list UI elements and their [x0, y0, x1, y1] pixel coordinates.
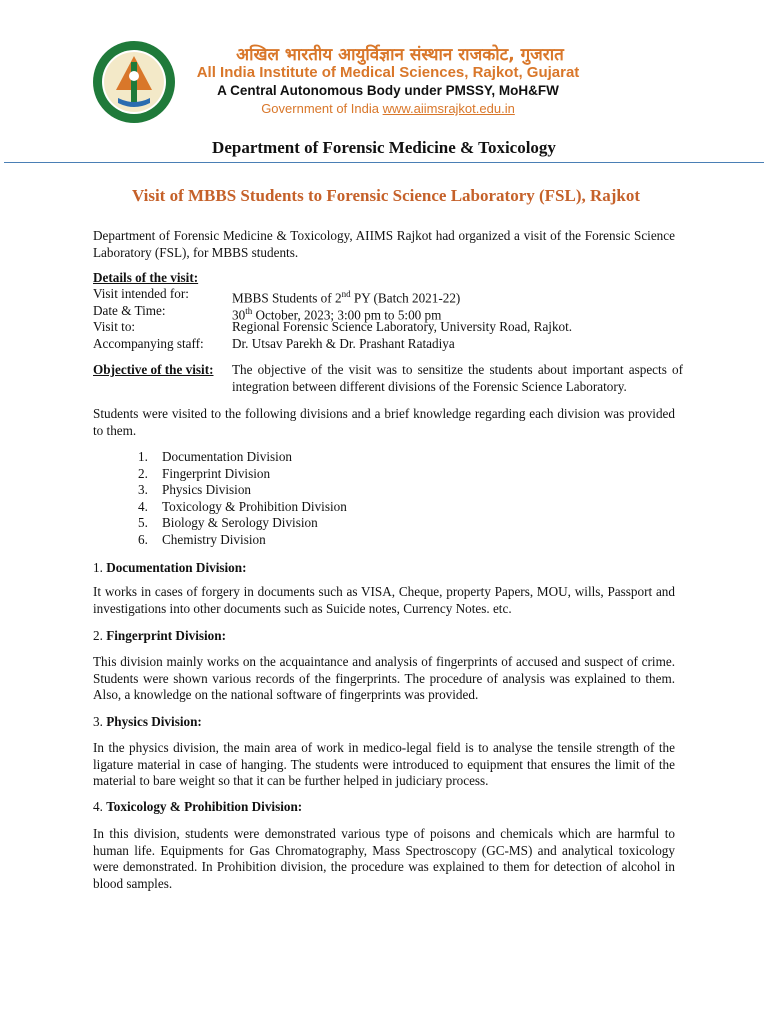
list-item-number: 2. [138, 465, 148, 481]
list-item-number: 6. [138, 531, 148, 547]
students-paragraph: Students were visited to the following divisions and a brief knowledge regarding each division was provided to them. [93, 406, 675, 438]
section-paragraph: In the physics division, the main area of work in medico-legal field is to analyse the tensile strength of the ligature material in case of hanging. The students were introduced to equipment that ensures the limit of the material to bare weight so that it can be further helped in judiciary process. [93, 740, 675, 789]
list-item-label: Fingerprint Division [162, 465, 271, 481]
list-item-number: 5. [138, 515, 148, 531]
details-key: Accompanying staff: [93, 335, 204, 351]
government-line [186, 101, 590, 116]
details-key: Date & Time: [93, 302, 166, 318]
institute-name-hindi: अखिल भारतीय आयुर्विज्ञान संस्थान राजकोट, गुजरात [236, 45, 564, 65]
divisions-list [138, 449, 347, 549]
section-paragraph: This division mainly works on the acquaintance and analysis of fingerprints of accused and suspect of crime. Students were shown various records of the fingerprints. The procedure of analysis was explained to them. Also, a knowledge on the national software of fingerprints was provided. [93, 654, 675, 703]
list-item [138, 532, 347, 549]
institute-subtitle: A Central Autonomous Body under PMSSY, MoH&FW [217, 83, 559, 98]
government-prefix: Government of India [261, 101, 383, 116]
objective-heading: Objective of the visit: [93, 362, 214, 377]
list-item-number: 4. [138, 498, 148, 514]
section-heading: 4. Toxicology & Prohibition Division: [93, 799, 303, 814]
intro-paragraph: Department of Forensic Medicine & Toxicology, AIIMS Rajkot had organized a visit of the Forensic Science Laboratory (FSL), for MBBS students. [93, 228, 675, 260]
list-item-number: 3. [138, 482, 148, 498]
list-item-label: Biology & Serology Division [162, 515, 318, 531]
objective-block [93, 362, 683, 395]
details-key: Visit to: [93, 319, 136, 335]
details-value: MBBS Students of 2nd PY (Batch 2021-22) [232, 289, 461, 306]
details-row [93, 336, 683, 353]
list-item [138, 499, 347, 516]
objective-text: The objective of the visit was to sensitize the students about important aspects of integration between different divisions of the Forensic Science Laboratory. [232, 362, 683, 394]
details-heading: Details of the visit: [93, 270, 199, 285]
list-item [138, 515, 347, 532]
list-item-number: 1. [138, 449, 148, 464]
details-row [93, 286, 683, 306]
details-table [93, 286, 683, 352]
list-item [138, 482, 347, 499]
section-paragraph: It works in cases of forgery in documents such as VISA, Cheque, property Papers, MOU, wills, Passport and investigations into other documents such as Suicide notes, Currency Notes. etc. [93, 584, 675, 616]
section-paragraph: In this division, students were demonstrated various type of poisons and chemicals which are harmful to human life. Equipments for Gas Chromatography, Mass Spectroscopy (GC-MS) and analytical toxicology were demonstrated. In Prohibition division, the procedure was explained to them for detection of alcohol in blood samples. [93, 826, 675, 891]
list-item-label: Documentation Division [162, 449, 293, 464]
document-title: Visit of MBBS Students to Forensic Science Laboratory (FSL), Rajkot [131, 186, 641, 205]
list-item-label: Physics Division [162, 482, 252, 498]
list-item [138, 449, 347, 466]
details-key: Visit intended for: [93, 286, 189, 301]
details-value: 30th October, 2023; 3:00 pm to 5:00 pm [232, 305, 442, 322]
section-heading: 1. Documentation Division: [93, 560, 247, 575]
details-value: Regional Forensic Science Laboratory, University Road, Rajkot. [232, 319, 573, 335]
aiims-logo-emblem [92, 40, 176, 124]
section-heading: 2. Fingerprint Division: [93, 628, 226, 643]
list-item-label: Chemistry Division [162, 531, 266, 547]
section-heading: 3. Physics Division: [93, 714, 202, 729]
department-heading: Department of Forensic Medicine & Toxicology [212, 138, 556, 157]
list-item-label: Toxicology & Prohibition Division [162, 498, 347, 514]
header-divider [4, 162, 764, 163]
details-value: Dr. Utsav Parekh & Dr. Prashant Ratadiya [232, 335, 455, 351]
website-link[interactable]: www.aiimsrajkot.edu.in [382, 101, 515, 116]
list-item [138, 466, 347, 483]
letterhead [0, 0, 768, 164]
details-row [93, 303, 683, 320]
details-row [93, 319, 683, 336]
institute-name-english: All India Institute of Medical Sciences, Rajkot, Gujarat [196, 64, 580, 81]
